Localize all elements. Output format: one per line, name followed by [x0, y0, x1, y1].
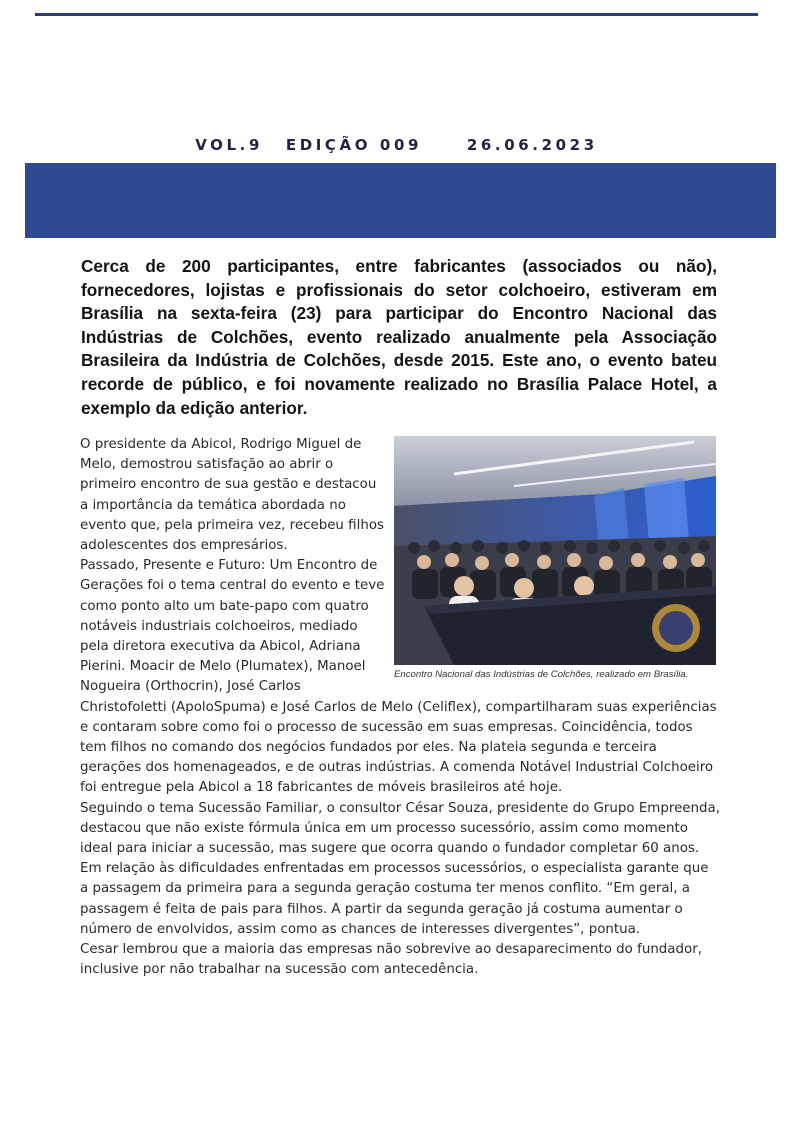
event-photo — [394, 436, 716, 665]
top-rule — [35, 13, 758, 16]
issue-date: 26.06.2023 — [466, 136, 598, 154]
issue-edition: EDIÇÃO 009 — [285, 136, 423, 154]
article-figure — [394, 436, 724, 681]
issue-volume: VOL.9 — [195, 136, 264, 154]
paragraph: Em relação às dificuldades enfrentadas em processos sucessórios, o especialista garante que a passagem da primeira para a segunda geração costuma ter menos conflito. “Em geral, a passagem é feita de pais para filhos. A partir da segunda geração já costuma aumentar o número de envolvidos, assim como as chances de interesses divergentes”, pontua. — [80, 861, 709, 937]
paragraph: Passado, Presente e Futuro: Um Encontro de Gerações foi o tema central do evento e teve como ponto alto um bate-papo com quatro notáveis industriais colchoeiros, mediado pela diretora executiva da Abicol, Adriana Pierini. Moacir de Melo (Plumatex), Manoel Nogueira (Orthocrin), José Carlos Christofoletti (ApoloSpuma) e José Carlos de Melo (Celiflex), compartilharam suas experiências e contaram sobre como foi o processo de sucessão em suas empresas. Coincidência, todos tem filhos no comando dos negócios fundados por eles. Na plateia segunda e terceira gerações dos homenageados, e de outras indústrias. A comenda Notável Industrial Colchoeiro foi entregue pela Abicol a 18 fabricantes de móveis brasileiros até hoje. — [80, 558, 717, 796]
paragraph: Cesar lembrou que a maioria das empresas não sobrevive ao desaparecimento do fundador, inclusive por não trabalhar na sucessão com antecedência. — [80, 942, 702, 978]
paragraph: Seguindo o tema Sucessão Familiar, o consultor César Souza, presidente do Grupo Empreenda, destacou que não existe fórmula única em um processo sucessório, assim como momento ideal para iniciar a sucessão, mas sugere que ocorra quando o fundador completar 60 anos. — [80, 800, 720, 857]
paragraph: O presidente da Abicol, Rodrigo Miguel de Melo, demostrou satisfação ao abrir o primeiro encontro de sua gestão e destacou a importância da temática abordada no evento que, pela primeira vez, recebeu filhos adolescentes dos empresários. — [80, 437, 384, 554]
article-lead: Cerca de 200 participantes, entre fabricantes (associados ou não), fornecedores, lojistas e profissionais do setor colchoeiro, estiveram em Brasília na sexta-feira (23) para participar do Encontro Nacional das Indústrias de Colchões, evento realizado anualmente pela Associação Brasileira da Indústria de Colchões, desde 2015. Este ano, o evento bateu recorde de público, e foi novamente realizado no Brasília Palace Hotel, a exemplo da edição anterior. — [81, 256, 717, 418]
photo-caption: Encontro Nacional das Indústrias de Colchões, realizado em Brasília. — [394, 669, 689, 680]
header-banner — [25, 163, 776, 238]
issue-header — [0, 136, 793, 154]
event-photo-illustration — [394, 436, 716, 665]
article-body — [80, 435, 720, 980]
